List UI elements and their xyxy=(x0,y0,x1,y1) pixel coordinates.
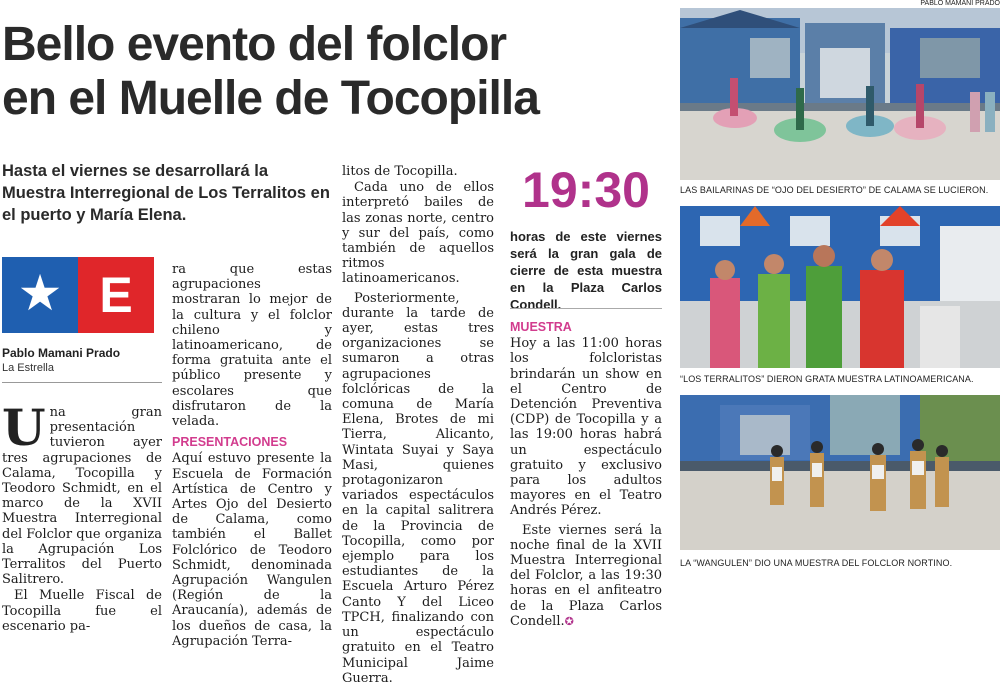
author-name: Pablo Mamani Prado xyxy=(2,346,121,360)
star-icon: ★ xyxy=(17,264,63,322)
highlight-text xyxy=(510,228,662,313)
star-badge-icon: ✪ xyxy=(564,614,574,628)
photo-wangulen xyxy=(680,395,1000,550)
headline-line-2: en el Muelle de Tocopilla xyxy=(2,72,539,125)
paragraph: Cada uno de ellos interpretó bailes de las zonas norte, centro y sur del país, como también de aquellos ritmos latinoamericanos. xyxy=(342,180,494,287)
paragraph: Aquí estuvo presente la Escuela de Formación Artística de Centro y Artes Ojo del Desierto de Calama, como también el Ballet Folclórico de Teodoro Schmidt, denominada Agrupación Wangulen (Región de la Araucanía), además de los dueños de casa, la Agrupación Terra- xyxy=(172,451,332,649)
body-column-3 xyxy=(342,164,494,687)
paragraph xyxy=(2,398,162,588)
headline xyxy=(2,18,670,126)
drop-cap: U xyxy=(2,398,46,457)
paragraph-text: na gran presentación tuvieron ayer tres agrupaciones de Calama, Tocopilla y Teodoro Schmidt, en el marco de la XVII Muestra Interregional del Folclor que organiza la Agrupación Los Terralitos del Puerto Salitrero. xyxy=(2,405,162,588)
la-estrella-logo xyxy=(2,257,154,333)
highlight-time: 19:30 xyxy=(522,162,650,218)
photo-caption-1: LAS BAILARINAS DE “OJO DEL DESIERTO” DE CALAMA SE LUCIERON. xyxy=(680,185,989,195)
photo-credit: PABLO MAMANI PRADO xyxy=(920,0,1000,7)
highlight-rest: será la gran gala de cierre de esta muestra en la Plaza Carlos Condell. xyxy=(510,246,662,312)
body-column-2 xyxy=(172,262,332,650)
byline xyxy=(2,346,162,374)
paragraph: ra que estas agrupaciones mostraran lo mejor de la cultura y el folclor chileno y latinoamericano, de forma gratuita ante el público presente y escolares que disfrutaron de la velada. xyxy=(172,262,332,430)
logo-red-square xyxy=(78,257,154,333)
paragraph-text: Este viernes será la noche final de la XVII Muestra Interregional del Folclor, a las 19:30 horas en el anfiteatro de la Plaza Carlos Condell. xyxy=(510,522,662,629)
paragraph: Hoy a las 11:00 horas los folcloristas brindarán un show en el Centro de Detención Preventiva (CDP) de Tocopilla y a las 19:00 horas habrá un espectáculo gratuito y exclusivo para los adultos mayores en el Teatro Andrés Pérez. xyxy=(510,336,662,519)
headline-line-1: Bello evento del folclor xyxy=(2,18,507,71)
photo-terralitos xyxy=(680,206,1000,368)
photo-caption-3: LA “WANGULEN” DIO UNA MUESTRA DEL FOLCLOR NORTINO. xyxy=(680,558,953,568)
byline-divider xyxy=(2,382,162,383)
section-heading-presentaciones: PRESENTACIONES xyxy=(172,435,288,450)
body-column-1 xyxy=(2,398,162,635)
photo-dancers-calama xyxy=(680,8,1000,180)
photo-caption-2: “LOS TERRALITOS” DIERON GRATA MUESTRA LATINOAMERICANA. xyxy=(680,374,974,384)
highlight-bold: horas de este viernes xyxy=(510,229,662,244)
body-column-4 xyxy=(510,320,662,630)
logo-blue-square xyxy=(2,257,78,333)
subheadline: Hasta el viernes se desarrollará la Muestra Interregional de Los Terralitos en el puerto y María Elena. xyxy=(2,162,330,224)
paragraph: El Muelle Fiscal de Tocopilla fue el escenario pa- xyxy=(2,588,162,634)
highlight-divider xyxy=(510,308,662,309)
paragraph: litos de Tocopilla. xyxy=(342,164,458,179)
section-heading-muestra: MUESTRA xyxy=(510,320,572,334)
publication-name: La Estrella xyxy=(2,362,54,374)
logo-letter: E xyxy=(99,267,133,323)
paragraph xyxy=(510,523,662,629)
paragraph: Posteriormente, durante la tarde de ayer, estas tres organizaciones se sumaron a otras agrupaciones folclóricas de la comuna de María Elena, Brotes de mi Tierra, Alicanto, Wintata Suyai y Saya Masi, quienes protagonizaron variados espectáculos en la capital salitrera de la Provincia de Tocopilla, como por ejemplo para los estudiantes de la Escuela Arturo Pérez Canto Y del Liceo TPCH, finalizando con un espectáculo gratuito en el Teatro Municipal Jaime Guerra. xyxy=(342,290,494,686)
